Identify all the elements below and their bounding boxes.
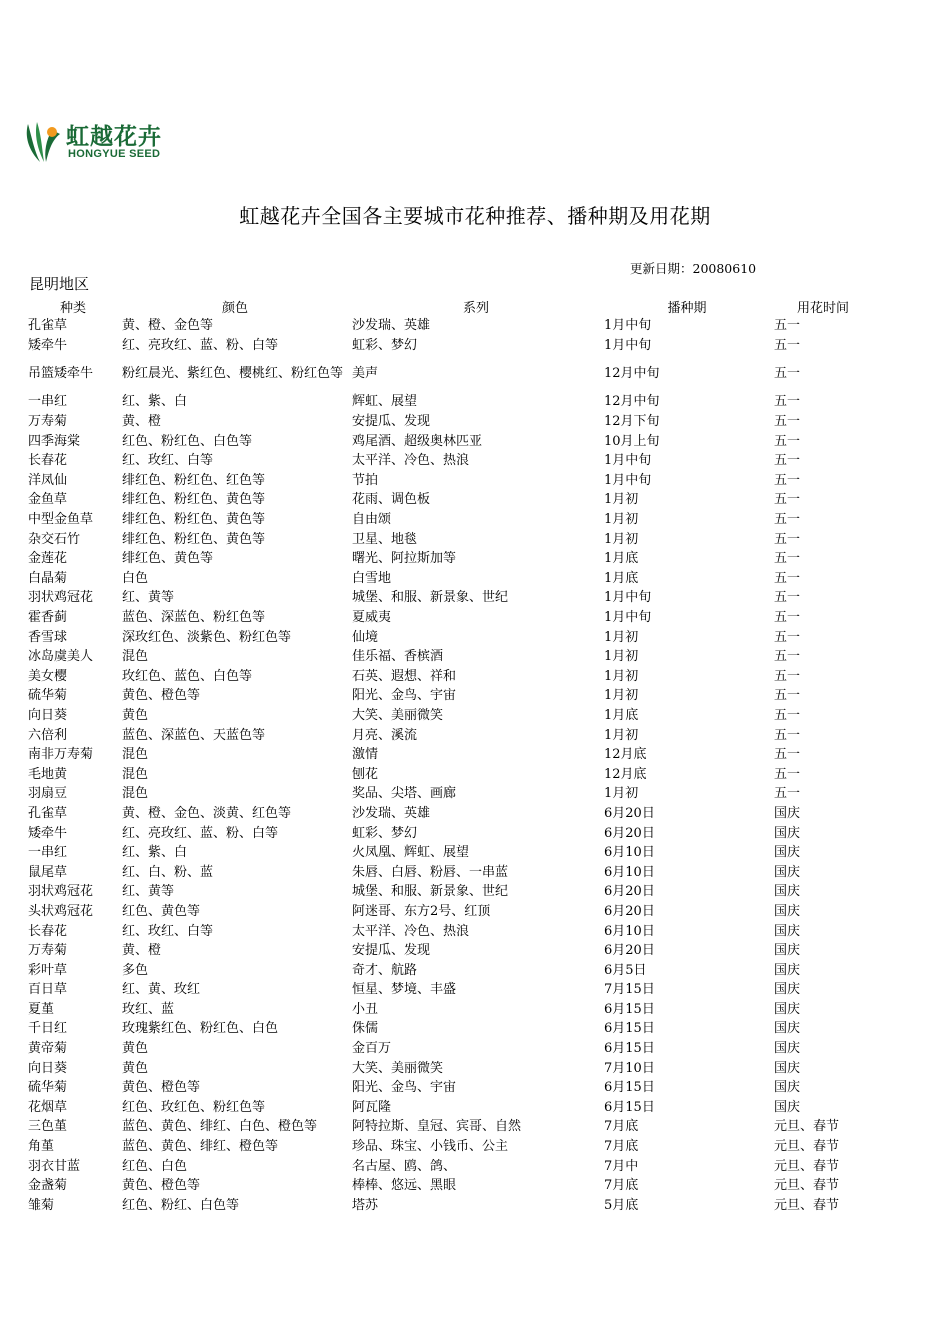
cell-sowing-period: 7月底 <box>604 1178 639 1194</box>
cell-flowering-time: 国庆 <box>774 982 801 998</box>
column-header-series: 系列 <box>462 301 489 316</box>
cell-flowering-time: 国庆 <box>774 1099 801 1115</box>
cell-species: 百日草 <box>28 982 68 998</box>
cell-species: 羽状鸡冠花 <box>28 884 94 900</box>
cell-sowing-period: 6月15日 <box>604 1021 655 1037</box>
cell-color: 黄、橙 <box>122 943 162 959</box>
table-row <box>26 316 874 336</box>
cell-series: 太平洋、冷色、热浪 <box>352 923 470 939</box>
cell-series: 节拍 <box>352 472 379 488</box>
cell-species: 中型金鱼草 <box>28 512 94 528</box>
cell-color: 多色 <box>122 962 149 978</box>
cell-color: 绯红色、粉红色、红色等 <box>122 472 266 488</box>
table-row <box>26 843 874 863</box>
cell-sowing-period: 12月底 <box>604 766 647 782</box>
cell-flowering-time: 元旦、春节 <box>774 1119 840 1135</box>
cell-species: 鼠尾草 <box>28 864 68 880</box>
cell-species: 杂交石竹 <box>28 531 81 547</box>
column-header-flowering-time: 用花时间 <box>796 301 849 316</box>
cell-color: 黄色 <box>122 1041 149 1057</box>
cell-flowering-time: 五一 <box>774 366 801 382</box>
table-body <box>26 316 874 1215</box>
flower-schedule-table <box>26 297 874 1215</box>
cell-color: 红色、白色 <box>122 1158 188 1174</box>
cell-series: 城堡、和服、新景象、世纪 <box>352 884 509 900</box>
cell-sowing-period: 1月初 <box>604 727 639 743</box>
cell-color: 黄色、橙色等 <box>122 1080 201 1096</box>
cell-flowering-time: 五一 <box>774 394 801 410</box>
cell-sowing-period: 6月20日 <box>604 805 655 821</box>
cell-flowering-time: 元旦、春节 <box>774 1158 840 1174</box>
document-title: 虹越花卉全国各主要城市花种推荐、播种期及用花期 <box>239 204 711 228</box>
cell-flowering-time: 五一 <box>774 512 801 528</box>
cell-series: 虹彩、梦幻 <box>352 337 418 353</box>
cell-species: 羽状鸡冠花 <box>28 590 94 606</box>
cell-species: 一串红 <box>28 394 68 410</box>
table-row <box>26 1098 874 1118</box>
cell-series: 棒棒、悠远、黑眼 <box>352 1178 457 1194</box>
cell-flowering-time: 五一 <box>774 707 801 723</box>
cell-species: 孔雀草 <box>28 805 68 821</box>
cell-series: 恒星、梦境、丰盛 <box>352 982 457 998</box>
cell-series: 沙发瑞、英雄 <box>352 318 431 334</box>
cell-sowing-period: 6月10日 <box>604 845 655 861</box>
cell-flowering-time: 五一 <box>774 318 801 334</box>
cell-series: 美声 <box>352 366 379 382</box>
cell-flowering-time: 国庆 <box>774 1021 801 1037</box>
cell-species: 千日红 <box>28 1021 68 1037</box>
cell-sowing-period: 6月15日 <box>604 1099 655 1115</box>
cell-series: 火凤凰、辉虹、展望 <box>352 845 470 861</box>
table-row <box>26 725 874 745</box>
cell-sowing-period: 6月15日 <box>604 1001 655 1017</box>
table-row <box>26 686 874 706</box>
cell-sowing-period: 12月底 <box>604 747 647 763</box>
cell-species: 一串红 <box>28 845 68 861</box>
cell-species: 洋凤仙 <box>28 472 68 488</box>
company-logo <box>22 118 172 166</box>
cell-flowering-time: 国庆 <box>774 1001 801 1017</box>
cell-flowering-time: 五一 <box>774 453 801 469</box>
cell-color: 混色 <box>122 747 149 763</box>
table-row <box>26 882 874 902</box>
cell-color: 黄色、橙色等 <box>122 688 201 704</box>
cell-species: 香雪球 <box>28 629 68 645</box>
cell-color: 红色、粉红、白色等 <box>122 1197 240 1213</box>
cell-color: 绯红色、黄色等 <box>122 551 214 567</box>
cell-sowing-period: 7月10日 <box>604 1060 655 1076</box>
cell-flowering-time: 元旦、春节 <box>774 1139 840 1155</box>
cell-flowering-time: 国庆 <box>774 1060 801 1076</box>
cell-series: 石英、遐想、祥和 <box>352 668 457 684</box>
cell-species: 白晶菊 <box>28 570 68 586</box>
cell-series: 白雪地 <box>352 570 392 586</box>
cell-color: 红色、玫红色、粉红色等 <box>122 1099 266 1115</box>
table-row <box>26 862 874 882</box>
cell-color: 黄、橙、金色等 <box>122 318 214 334</box>
table-row <box>26 1000 874 1020</box>
table-row <box>26 355 874 392</box>
table-row <box>26 823 874 843</box>
cell-series: 花雨、调色板 <box>352 492 431 508</box>
cell-series: 自由颂 <box>352 512 392 528</box>
cell-series: 城堡、和服、新景象、世纪 <box>352 590 509 606</box>
cell-species: 向日葵 <box>28 1060 68 1076</box>
cell-flowering-time: 五一 <box>774 433 801 449</box>
cell-sowing-period: 6月10日 <box>604 864 655 880</box>
cell-flowering-time: 国庆 <box>774 805 801 821</box>
cell-sowing-period: 6月5日 <box>604 962 647 978</box>
cell-sowing-period: 12月下旬 <box>604 414 660 430</box>
cell-flowering-time: 国庆 <box>774 962 801 978</box>
update-date: 更新日期：20080610 <box>630 261 757 276</box>
cell-color: 黄、橙 <box>122 414 162 430</box>
cell-species: 花烟草 <box>28 1099 68 1115</box>
cell-sowing-period: 1月底 <box>604 707 639 723</box>
cell-sowing-period: 1月中旬 <box>604 337 652 353</box>
cell-species: 矮牵牛 <box>28 337 68 353</box>
cell-series: 刨花 <box>352 766 379 782</box>
cell-color: 红、亮玫红、蓝、粉、白等 <box>122 825 279 841</box>
cell-flowering-time: 五一 <box>774 649 801 665</box>
cell-flowering-time: 国庆 <box>774 884 801 900</box>
cell-color: 混色 <box>122 786 149 802</box>
cell-flowering-time: 五一 <box>774 551 801 567</box>
cell-color: 黄色 <box>122 707 149 723</box>
cell-flowering-time: 国庆 <box>774 1041 801 1057</box>
cell-series: 虹彩、梦幻 <box>352 825 418 841</box>
cell-sowing-period: 1月初 <box>604 668 639 684</box>
cell-species: 长春花 <box>28 453 68 469</box>
table-row <box>26 1058 874 1078</box>
table-row <box>26 706 874 726</box>
cell-series: 鸡尾酒、超级奥林匹亚 <box>352 433 483 449</box>
table-row <box>26 588 874 608</box>
table-row <box>26 627 874 647</box>
cell-flowering-time: 国庆 <box>774 923 801 939</box>
cell-species: 霍香蓟 <box>28 610 68 626</box>
table-row <box>26 529 874 549</box>
cell-color: 红、紫、白 <box>122 845 188 861</box>
cell-color: 红、黄等 <box>122 884 175 900</box>
cell-series: 激情 <box>352 747 379 763</box>
cell-color: 红、玫红、白等 <box>122 923 214 939</box>
cell-series: 阳光、金鸟、宇宙 <box>352 1080 457 1096</box>
cell-color: 绯红色、粉红色、黄色等 <box>122 492 266 508</box>
cell-color: 红、玫红、白等 <box>122 453 214 469</box>
table-row <box>26 902 874 922</box>
cell-sowing-period: 1月初 <box>604 649 639 665</box>
cell-sowing-period: 6月15日 <box>604 1041 655 1057</box>
table-row <box>26 764 874 784</box>
cell-sowing-period: 1月初 <box>604 531 639 547</box>
cell-species: 万寿菊 <box>28 943 68 959</box>
cell-flowering-time: 五一 <box>774 688 801 704</box>
table-row <box>26 980 874 1000</box>
cell-series: 卫星、地毯 <box>352 531 418 547</box>
cell-color: 蓝色、黄色、绯红、橙色等 <box>122 1139 279 1155</box>
cell-sowing-period: 1月底 <box>604 570 639 586</box>
cell-sowing-period: 6月20日 <box>604 825 655 841</box>
column-header-sowing-period: 播种期 <box>667 301 707 316</box>
table-row <box>26 941 874 961</box>
cell-series: 阿瓦隆 <box>352 1099 392 1115</box>
cell-series: 安提瓜、发现 <box>352 414 431 430</box>
cell-color: 黄色、橙色等 <box>122 1178 201 1194</box>
cell-species: 金盏菊 <box>28 1178 68 1194</box>
cell-flowering-time: 五一 <box>774 414 801 430</box>
cell-sowing-period: 1月初 <box>604 492 639 508</box>
cell-flowering-time: 国庆 <box>774 1080 801 1096</box>
table-row <box>26 745 874 765</box>
cell-sowing-period: 6月15日 <box>604 1080 655 1096</box>
cell-series: 奖品、尖塔、画廊 <box>352 786 457 802</box>
cell-species: 羽扇豆 <box>28 786 68 802</box>
table-row <box>26 510 874 530</box>
cell-series: 仙境 <box>352 629 379 645</box>
cell-sowing-period: 7月底 <box>604 1139 639 1155</box>
cell-species: 冰岛虞美人 <box>28 649 94 665</box>
table-row <box>26 1137 874 1157</box>
table-row <box>26 451 874 471</box>
cell-series: 太平洋、冷色、热浪 <box>352 453 470 469</box>
cell-color: 粉红晨光、紫红色、樱桃红、粉红色等 <box>122 366 344 382</box>
cell-flowering-time: 五一 <box>774 747 801 763</box>
cell-sowing-period: 6月20日 <box>604 884 655 900</box>
cell-species: 矮牵牛 <box>28 825 68 841</box>
cell-flowering-time: 五一 <box>774 337 801 353</box>
cell-species: 吊篮矮牵牛 <box>28 366 94 382</box>
cell-species: 孔雀草 <box>28 318 68 334</box>
cell-series: 沙发瑞、英雄 <box>352 805 431 821</box>
cell-color: 红、紫、白 <box>122 394 188 410</box>
cell-series: 珍品、珠宝、小钱币、公主 <box>352 1139 509 1155</box>
cell-flowering-time: 元旦、春节 <box>774 1178 840 1194</box>
cell-flowering-time: 五一 <box>774 629 801 645</box>
table-row <box>26 392 874 412</box>
column-header-species: 种类 <box>59 301 86 316</box>
cell-color: 蓝色、黄色、绯红、白色、橙色等 <box>122 1119 318 1135</box>
cell-species: 美女樱 <box>28 668 68 684</box>
cell-color: 深玫红色、淡紫色、粉红色等 <box>122 629 292 645</box>
cell-color: 红、黄、玫红 <box>122 982 201 998</box>
table-row <box>26 921 874 941</box>
cell-color: 红色、黄色等 <box>122 903 201 919</box>
cell-series: 朱唇、白唇、粉唇、一串蓝 <box>352 864 509 880</box>
cell-sowing-period: 1月中旬 <box>604 472 652 488</box>
table-row <box>26 1176 874 1196</box>
cell-species: 黄帝菊 <box>28 1041 68 1057</box>
cell-sowing-period: 1月中旬 <box>604 610 652 626</box>
table-row <box>26 1039 874 1059</box>
cell-sowing-period: 5月底 <box>604 1197 639 1213</box>
cell-sowing-period: 1月初 <box>604 512 639 528</box>
cell-flowering-time: 五一 <box>774 786 801 802</box>
cell-species: 彩叶草 <box>28 962 68 978</box>
table-row <box>26 1019 874 1039</box>
cell-color: 蓝色、深蓝色、粉红色等 <box>122 610 266 626</box>
cell-color: 绯红色、粉红色、黄色等 <box>122 531 266 547</box>
table-header-row <box>26 297 874 316</box>
cell-species: 六倍利 <box>28 727 68 743</box>
cell-series: 塔苏 <box>352 1197 379 1213</box>
cell-sowing-period: 1月中旬 <box>604 453 652 469</box>
cell-species: 长春花 <box>28 923 68 939</box>
cell-species: 硫华菊 <box>28 1080 68 1096</box>
table-row <box>26 471 874 491</box>
flower-logo-icon <box>22 120 64 164</box>
cell-color: 红色、粉红色、白色等 <box>122 433 253 449</box>
table-row <box>26 549 874 569</box>
cell-species: 万寿菊 <box>28 414 68 430</box>
cell-color: 黄、橙、金色、淡黄、红色等 <box>122 805 292 821</box>
cell-flowering-time: 五一 <box>774 727 801 743</box>
cell-sowing-period: 1月中旬 <box>604 590 652 606</box>
cell-species: 四季海棠 <box>28 433 81 449</box>
table-row <box>26 960 874 980</box>
region-heading: 昆明地区 <box>29 275 90 293</box>
cell-flowering-time: 五一 <box>774 590 801 606</box>
logo-text-english: HONGYUE SEED <box>68 148 161 160</box>
cell-species: 夏堇 <box>28 1001 55 1017</box>
cell-color: 红、亮玫红、蓝、粉、白等 <box>122 337 279 353</box>
table-row <box>26 608 874 628</box>
cell-flowering-time: 国庆 <box>774 943 801 959</box>
table-row <box>26 1078 874 1098</box>
cell-series: 佳乐福、香槟酒 <box>352 649 444 665</box>
cell-series: 名古屋、鸥、鸽、 <box>352 1158 457 1174</box>
cell-sowing-period: 1月中旬 <box>604 318 652 334</box>
cell-color: 红、白、粉、蓝 <box>122 864 214 880</box>
cell-series: 大笑、美丽微笑 <box>352 1060 444 1076</box>
cell-series: 阳光、金鸟、宇宙 <box>352 688 457 704</box>
cell-color: 白色 <box>122 570 149 586</box>
table-row <box>26 412 874 432</box>
table-row <box>26 336 874 356</box>
cell-species: 金莲花 <box>28 551 68 567</box>
cell-series: 月亮、溪流 <box>352 727 418 743</box>
cell-sowing-period: 1月初 <box>604 688 639 704</box>
cell-flowering-time: 五一 <box>774 492 801 508</box>
cell-species: 金鱼草 <box>28 492 68 508</box>
cell-species: 三色堇 <box>28 1119 68 1135</box>
cell-color: 玫红色、蓝色、白色等 <box>122 668 253 684</box>
cell-flowering-time: 五一 <box>774 531 801 547</box>
cell-sowing-period: 6月10日 <box>604 923 655 939</box>
cell-species: 向日葵 <box>28 707 68 723</box>
cell-series: 辉虹、展望 <box>352 394 418 410</box>
cell-flowering-time: 国庆 <box>774 903 801 919</box>
table-row <box>26 569 874 589</box>
cell-species: 毛地黄 <box>28 766 68 782</box>
cell-species: 硫华菊 <box>28 688 68 704</box>
cell-sowing-period: 12月中旬 <box>604 366 660 382</box>
table-row <box>26 1196 874 1216</box>
cell-sowing-period: 6月20日 <box>604 943 655 959</box>
cell-sowing-period: 10月上旬 <box>604 433 660 449</box>
cell-series: 夏威夷 <box>352 610 392 626</box>
cell-series: 阿迷哥、东方2号、红顶 <box>352 903 491 919</box>
cell-flowering-time: 五一 <box>774 766 801 782</box>
table-row <box>26 1117 874 1137</box>
cell-flowering-time: 五一 <box>774 610 801 626</box>
cell-sowing-period: 1月初 <box>604 786 639 802</box>
cell-sowing-period: 12月中旬 <box>604 394 660 410</box>
cell-color: 绯红色、粉红色、黄色等 <box>122 512 266 528</box>
cell-species: 南非万寿菊 <box>28 747 94 763</box>
cell-series: 奇才、航路 <box>352 962 418 978</box>
cell-sowing-period: 1月底 <box>604 551 639 567</box>
cell-species: 头状鸡冠花 <box>28 903 94 919</box>
cell-species: 角堇 <box>28 1139 55 1155</box>
cell-sowing-period: 7月底 <box>604 1119 639 1135</box>
cell-series: 大笑、美丽微笑 <box>352 707 444 723</box>
cell-color: 蓝色、深蓝色、天蓝色等 <box>122 727 266 743</box>
cell-sowing-period: 7月中 <box>604 1158 639 1174</box>
cell-sowing-period: 6月20日 <box>604 903 655 919</box>
table-row <box>26 1156 874 1176</box>
cell-sowing-period: 1月初 <box>604 629 639 645</box>
table-row <box>26 490 874 510</box>
cell-series: 小丑 <box>352 1001 379 1017</box>
cell-series: 阿特拉斯、皇冠、宾哥、自然 <box>352 1119 522 1135</box>
cell-color: 玫瑰紫红色、粉红色、白色 <box>122 1021 279 1037</box>
cell-series: 侏儒 <box>352 1021 379 1037</box>
cell-flowering-time: 五一 <box>774 472 801 488</box>
table-row <box>26 667 874 687</box>
cell-color: 混色 <box>122 649 149 665</box>
cell-flowering-time: 元旦、春节 <box>774 1197 840 1213</box>
table-row <box>26 431 874 451</box>
cell-color: 黄色 <box>122 1060 149 1076</box>
cell-flowering-time: 五一 <box>774 668 801 684</box>
cell-flowering-time: 国庆 <box>774 845 801 861</box>
cell-species: 羽衣甘蓝 <box>28 1158 81 1174</box>
column-header-color: 颜色 <box>221 301 248 316</box>
cell-flowering-time: 五一 <box>774 570 801 586</box>
logo-text-chinese: 虹越花卉 <box>66 124 162 150</box>
cell-flowering-time: 国庆 <box>774 864 801 880</box>
cell-series: 金百万 <box>352 1041 392 1057</box>
cell-species: 雏菊 <box>28 1197 55 1213</box>
cell-sowing-period: 7月15日 <box>604 982 655 998</box>
cell-series: 安提瓜、发现 <box>352 943 431 959</box>
cell-color: 红、黄等 <box>122 590 175 606</box>
cell-series: 曙光、阿拉斯加等 <box>352 551 457 567</box>
table-row <box>26 784 874 804</box>
cell-color: 玫红、蓝 <box>122 1001 175 1017</box>
table-row <box>26 647 874 667</box>
cell-color: 混色 <box>122 766 149 782</box>
cell-flowering-time: 国庆 <box>774 825 801 841</box>
table-row <box>26 804 874 824</box>
